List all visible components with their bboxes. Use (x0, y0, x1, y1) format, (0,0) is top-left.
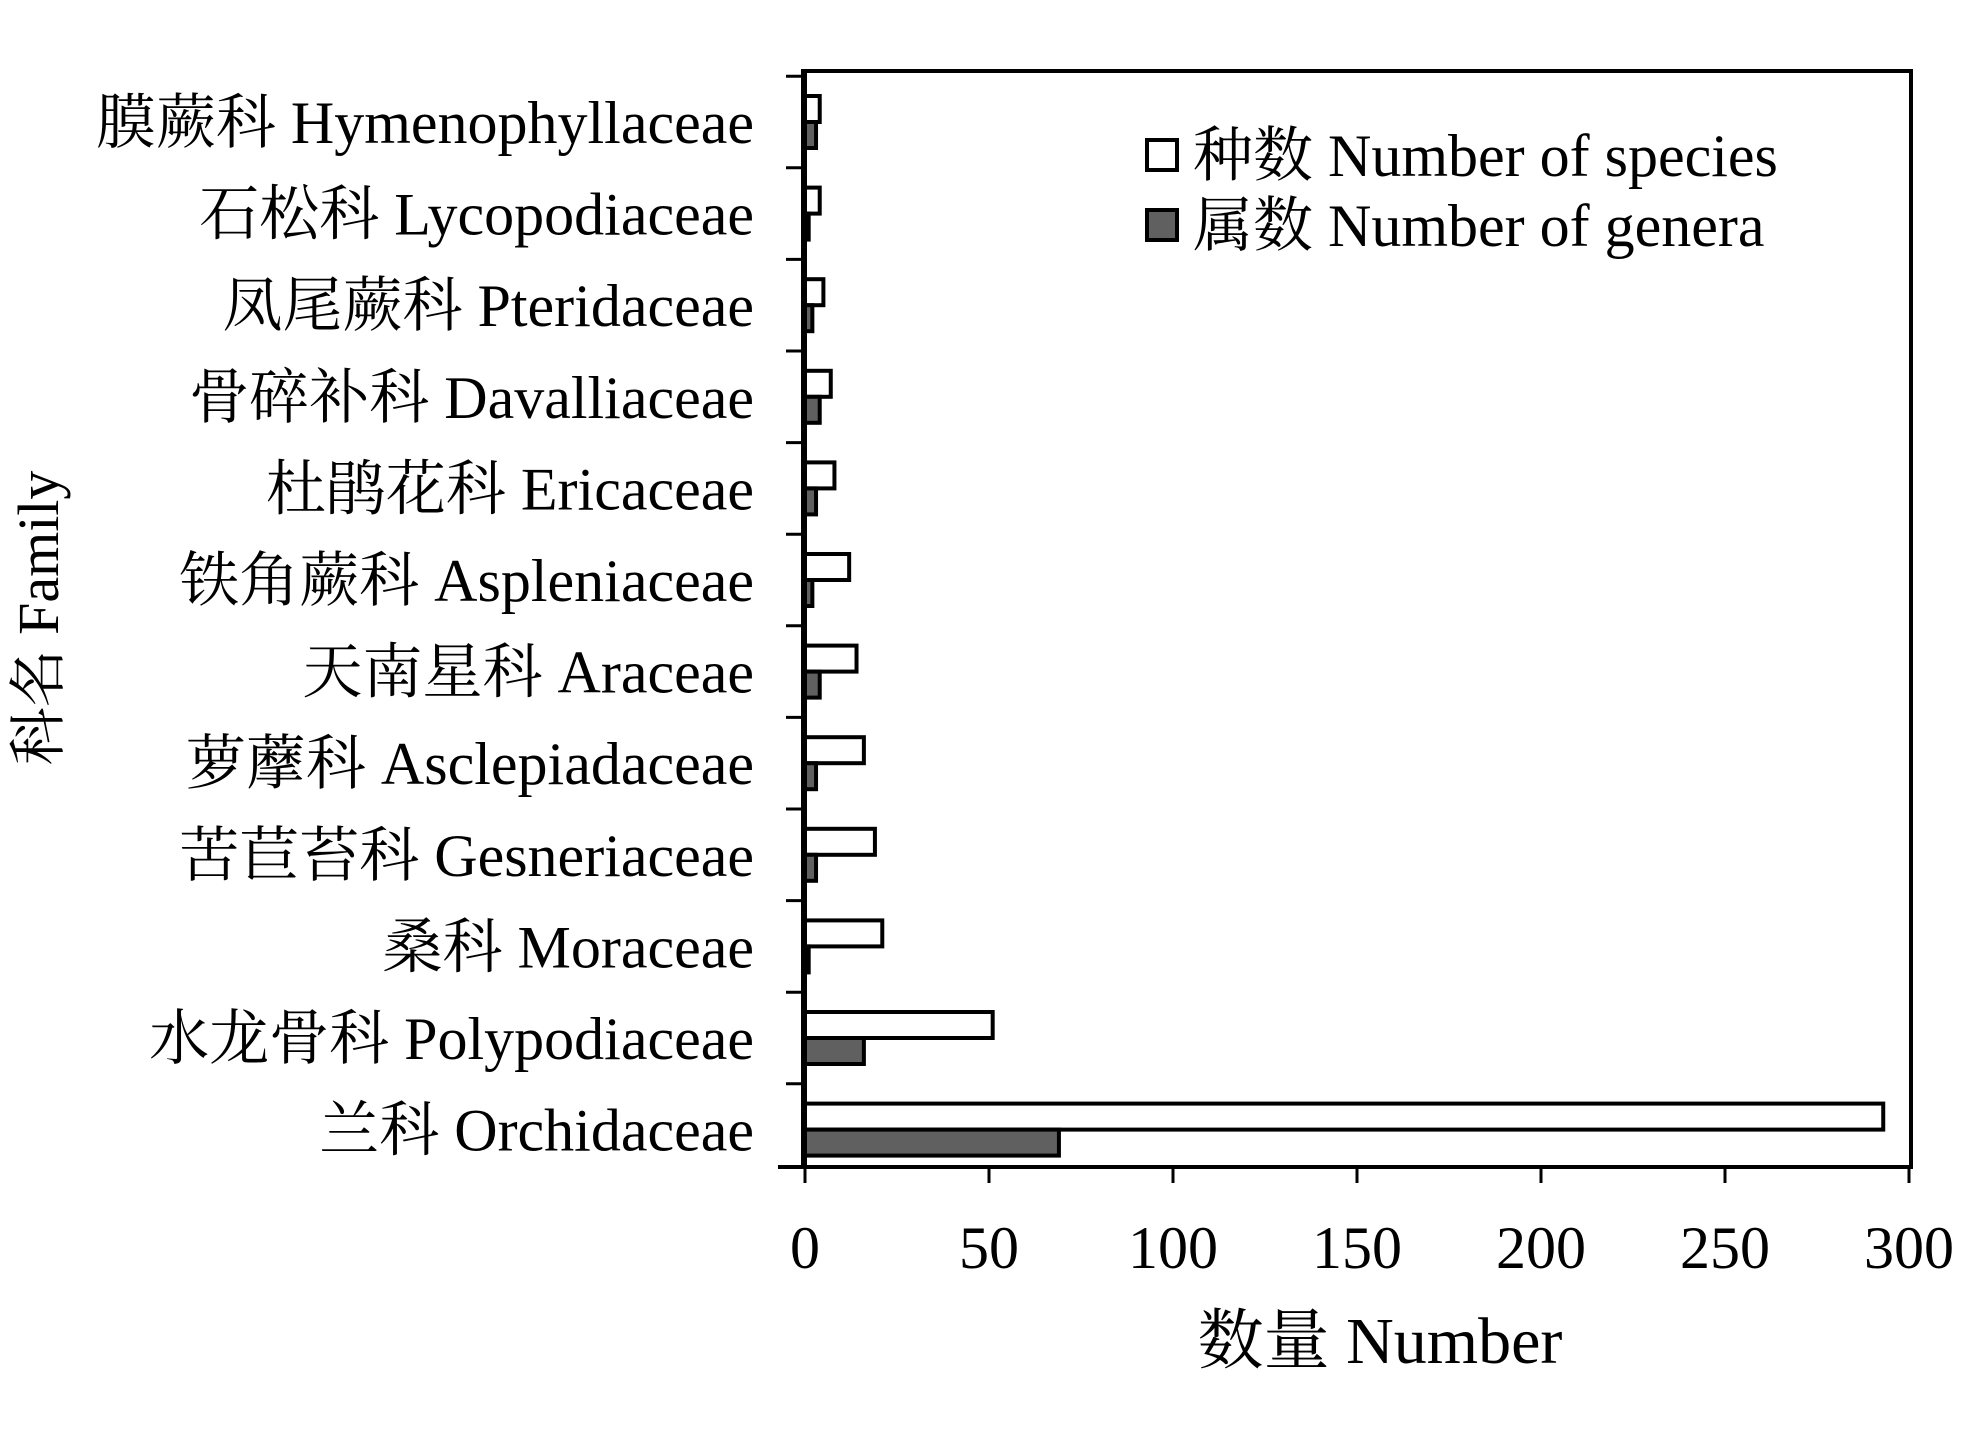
category-label: 骨碎补科 Davalliaceae (189, 364, 754, 431)
bar-genera (805, 397, 820, 423)
bar-species (805, 920, 882, 946)
bar-genera (805, 1038, 864, 1064)
bar-species (805, 188, 820, 214)
bar-species (805, 829, 875, 855)
legend-swatch-genera (1147, 210, 1177, 240)
bar-species (805, 737, 864, 763)
bar-species (805, 371, 831, 397)
bar-species (805, 279, 823, 305)
category-label: 铁角蕨科 Aspleniaceae (179, 548, 754, 614)
bar-species (805, 554, 849, 580)
bar-genera (805, 672, 820, 698)
bar-species (805, 96, 820, 122)
x-tick-label: 100 (1128, 1215, 1218, 1281)
category-label: 桑科 Moraceae (382, 914, 754, 981)
legend-label-genera: 属数 Number of genera (1193, 193, 1765, 259)
bar-species (805, 1012, 993, 1038)
category-label: 苦苣苔科 Gesneriaceae (179, 822, 754, 889)
legend-label-species: 种数 Number of species (1193, 123, 1778, 189)
x-tick-label: 150 (1312, 1215, 1402, 1281)
category-label: 石松科 Lycopodiaceae (199, 181, 754, 248)
x-tick-label: 0 (790, 1215, 820, 1281)
category-label: 天南星科 Araceae (302, 639, 754, 706)
category-label: 杜鹃花科 Ericaceae (265, 456, 754, 523)
bar-species (805, 1104, 1883, 1130)
category-label: 水龙骨科 Polypodiaceae (149, 1006, 754, 1072)
x-tick-label: 50 (959, 1215, 1019, 1281)
category-label: 膜蕨科 Hymenophyllaceae (95, 90, 754, 156)
x-axis-title: 数量 Number (1197, 1305, 1563, 1378)
x-tick-label: 250 (1680, 1215, 1770, 1281)
bar-genera (805, 1130, 1059, 1156)
x-tick-label: 200 (1496, 1215, 1586, 1281)
category-label: 兰科 Orchidaceae (319, 1097, 754, 1164)
category-label: 凤尾蕨科 Pteridaceae (222, 273, 754, 340)
legend (1147, 123, 1778, 259)
x-tick-label: 300 (1864, 1215, 1954, 1281)
y-axis-title: 科名 Family (6, 470, 71, 766)
legend-swatch-species (1147, 140, 1177, 170)
bar-species (805, 646, 857, 672)
bar-species (805, 462, 834, 488)
category-label: 萝藦科 Asclepiadaceae (185, 731, 754, 798)
